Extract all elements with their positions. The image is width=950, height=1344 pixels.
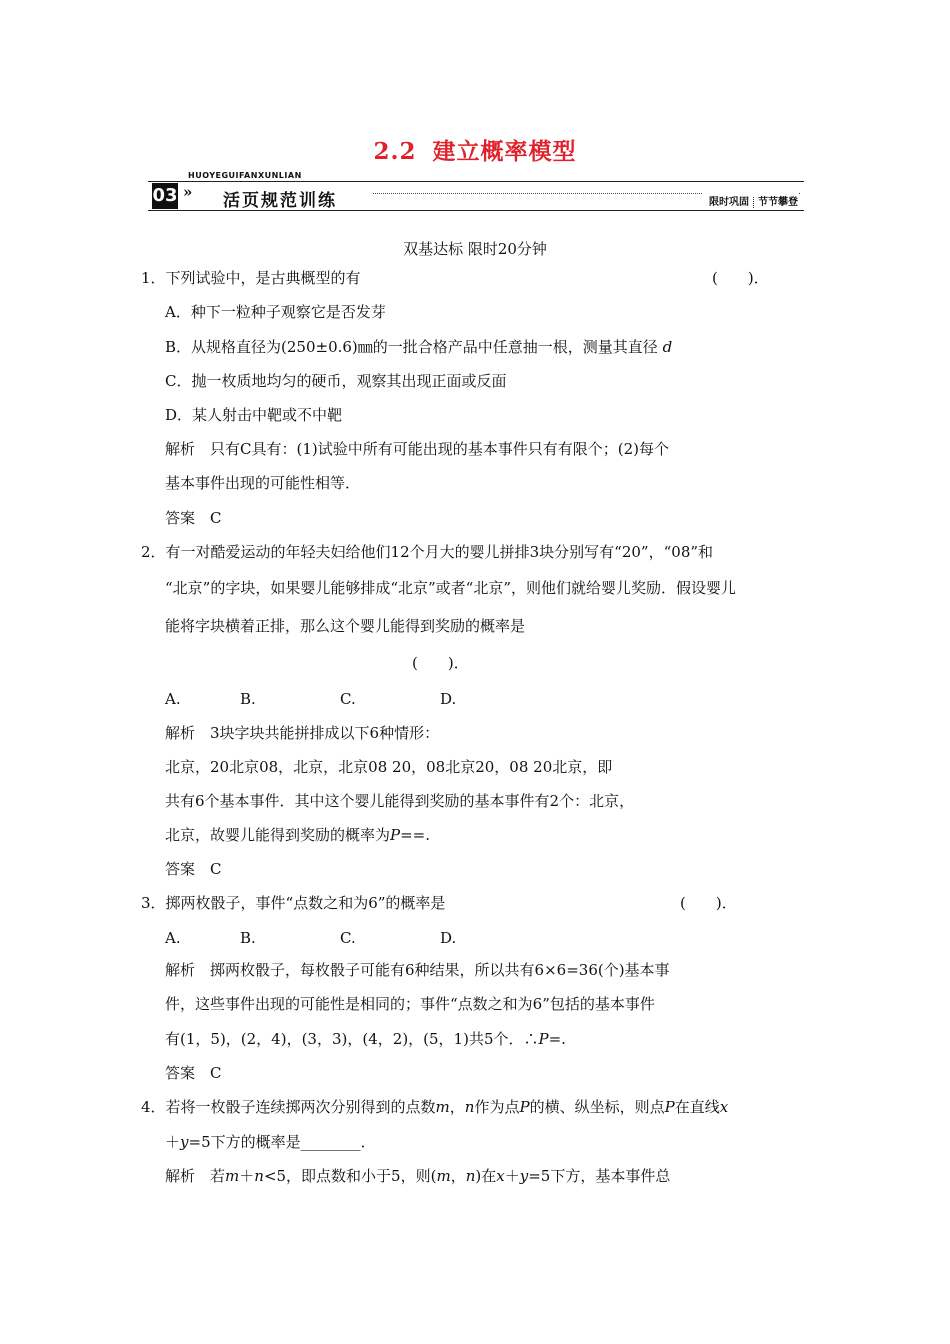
q4-variable-p: P (519, 1098, 530, 1116)
q4-stem-text-a: 4．若将一枚骰子连续掷两次分别得到的点数 (141, 1098, 436, 1116)
q2-answer: 答案 C (165, 860, 222, 878)
q3-probability-variable: P (538, 1030, 549, 1048)
q1-option-c: C．抛一枚质地均匀的硬币，观察其出现正面或反面 (165, 372, 507, 390)
q4-analysis-plus-2: ＋ (504, 1167, 520, 1185)
q2-probability-variable: P (390, 826, 401, 844)
q2-analysis-line-3: 共有6个基本事件．其中这个婴儿能得到奖励的基本事件有2个：北京， (165, 792, 635, 810)
q4-variable-p-2: P (664, 1098, 675, 1116)
q3-option-d: D. (440, 929, 457, 947)
q4-variable-n: n (464, 1098, 475, 1116)
q2-analysis-line-2: 北京，20北京08，北京，北京08 20，08北京20，08 20北京，即 (165, 758, 613, 776)
q4-analysis-variable-n-2: n (465, 1167, 476, 1185)
q2-analysis-line-4-text: 北京，故婴儿能得到奖励的概率为 (165, 826, 391, 844)
q2-option-a: A. (165, 690, 181, 708)
q4-variable-x: x (719, 1098, 729, 1116)
q1-option-b-text: B．从规格直径为(250±0.6)㎜的一批合格产品中任意抽一根，测量其直径 (165, 338, 658, 356)
q4-analysis-text-g: =5下方，基本事件总 (528, 1167, 671, 1185)
banner-number-badge: 03 (152, 183, 178, 209)
q4-stem-text-end: =5下方的概率是________． (188, 1133, 376, 1151)
q3-analysis-line-3-end: =. (548, 1030, 566, 1048)
q1-answer-paren: ( )． (712, 269, 769, 287)
q2-analysis-line-4 (165, 825, 430, 845)
page-title (0, 133, 950, 166)
q3-option-b: B. (240, 929, 256, 947)
banner-slogan-b: 节节攀登 (758, 197, 798, 208)
q4-analysis-plus: ＋ (239, 1167, 255, 1185)
banner-pinyin: HUOYEGUIFANXUNLIAN (188, 171, 302, 180)
section-heading: 双基达标 限时20分钟 (403, 240, 547, 258)
q4-variable-m: m (435, 1098, 450, 1116)
q3-stem: 3．掷两枚骰子，事件“点数之和为6”的概率是 (141, 894, 446, 912)
banner-top-rule (148, 181, 804, 182)
q4-analysis-variable-x: x (496, 1167, 505, 1185)
q4-stem-plus: ＋ (165, 1133, 181, 1151)
banner-slogan-divider (753, 197, 754, 208)
section-banner (148, 170, 804, 212)
q4-stem-text-d: 的横、纵坐标，则点 (529, 1098, 665, 1116)
title-text: 建立概率模型 (432, 138, 577, 165)
q2-option-c: C. (340, 690, 356, 708)
q1-analysis-line-2: 基本事件出现的可能性相等． (165, 474, 361, 492)
q2-analysis-line-4-end: ==. (400, 826, 431, 844)
q2-stem-line-2: “北京”的字块，如果婴儿能够排成“北京”或者“北京”，则他们就给婴儿奖励．假设婴儿 (165, 579, 737, 597)
q4-analysis-comma: ， (450, 1167, 466, 1185)
q4-analysis-variable-y: y (519, 1167, 529, 1185)
q3-analysis-line-1: 解析 掷两枚骰子，每枚骰子可能有6种结果，所以共有6×6=36(个)基本事 (165, 961, 670, 979)
q3-option-a: A. (165, 929, 181, 947)
q4-stem-text-c: 作为点 (474, 1098, 520, 1116)
banner-slogan-a: 限时巩固 (709, 197, 749, 208)
q2-analysis-line-1: 解析 3块字块共能拼排成以下6种情形： (165, 724, 440, 742)
title-number: 2.2 (373, 138, 417, 165)
q2-stem-line-3: 能将字块横着正排，那么这个婴儿能得到奖励的概率是 (165, 617, 526, 635)
q4-analysis-text-e: )在 (475, 1167, 497, 1185)
q1-answer: 答案 C (165, 509, 222, 527)
q3-analysis-line-3-text: 有(1，5)，(2，4)，(3，3)，(4，2)，(5，1)共5个．∴ (165, 1030, 539, 1048)
q1-analysis-line-1: 解析 只有C具有：(1)试验中所有可能出现的基本事件只有有限个；(2)每个 (165, 440, 669, 458)
banner-name: 活页规范训练 (223, 191, 337, 211)
q4-analysis-variable-m: m (225, 1167, 240, 1185)
q4-stem-text-b: ， (449, 1098, 465, 1116)
q2-answer-paren: ( )． (412, 654, 469, 672)
q1-option-b (165, 337, 672, 357)
q1-option-b-variable: d (662, 338, 673, 356)
q4-analysis-text-a: 解析 若 (165, 1167, 226, 1185)
q2-stem-line-1: 2．有一对酷爱运动的年轻夫妇给他们12个月大的婴儿拼排3块分别写有“20”，“08”和 (141, 543, 714, 561)
q4-variable-y: y (180, 1133, 189, 1151)
q3-option-c: C. (340, 929, 356, 947)
q4-analysis-variable-m-2: m (436, 1167, 451, 1185)
q4-analysis-variable-n: n (254, 1167, 264, 1185)
q1-stem: 1．下列试验中，是古典概型的有 (141, 269, 361, 287)
q3-analysis-line-2: 件，这些事件出现的可能性是相同的；事件“点数之和为6”包括的基本事件 (165, 995, 655, 1013)
double-chevron-icon: » (183, 183, 193, 201)
q3-answer: 答案 C (165, 1064, 222, 1082)
q1-option-d: D．某人射击中靶或不中靶 (165, 406, 343, 424)
q3-analysis-line-3 (165, 1029, 566, 1049)
q4-stem-text-e: 在直线 (674, 1098, 720, 1116)
q2-option-b: B. (240, 690, 256, 708)
q1-option-a: A．种下一粒种子观察它是否发芽 (165, 303, 386, 321)
q4-stem-line-1 (141, 1097, 728, 1117)
q4-analysis-line-1 (165, 1166, 670, 1186)
q4-stem-line-2 (165, 1132, 376, 1152)
q4-analysis-text-c: <5，即点数和小于5，则( (263, 1167, 437, 1185)
q3-answer-paren: ( )． (680, 894, 737, 912)
banner-slogan (703, 193, 798, 208)
q2-option-d: D. (440, 690, 457, 708)
